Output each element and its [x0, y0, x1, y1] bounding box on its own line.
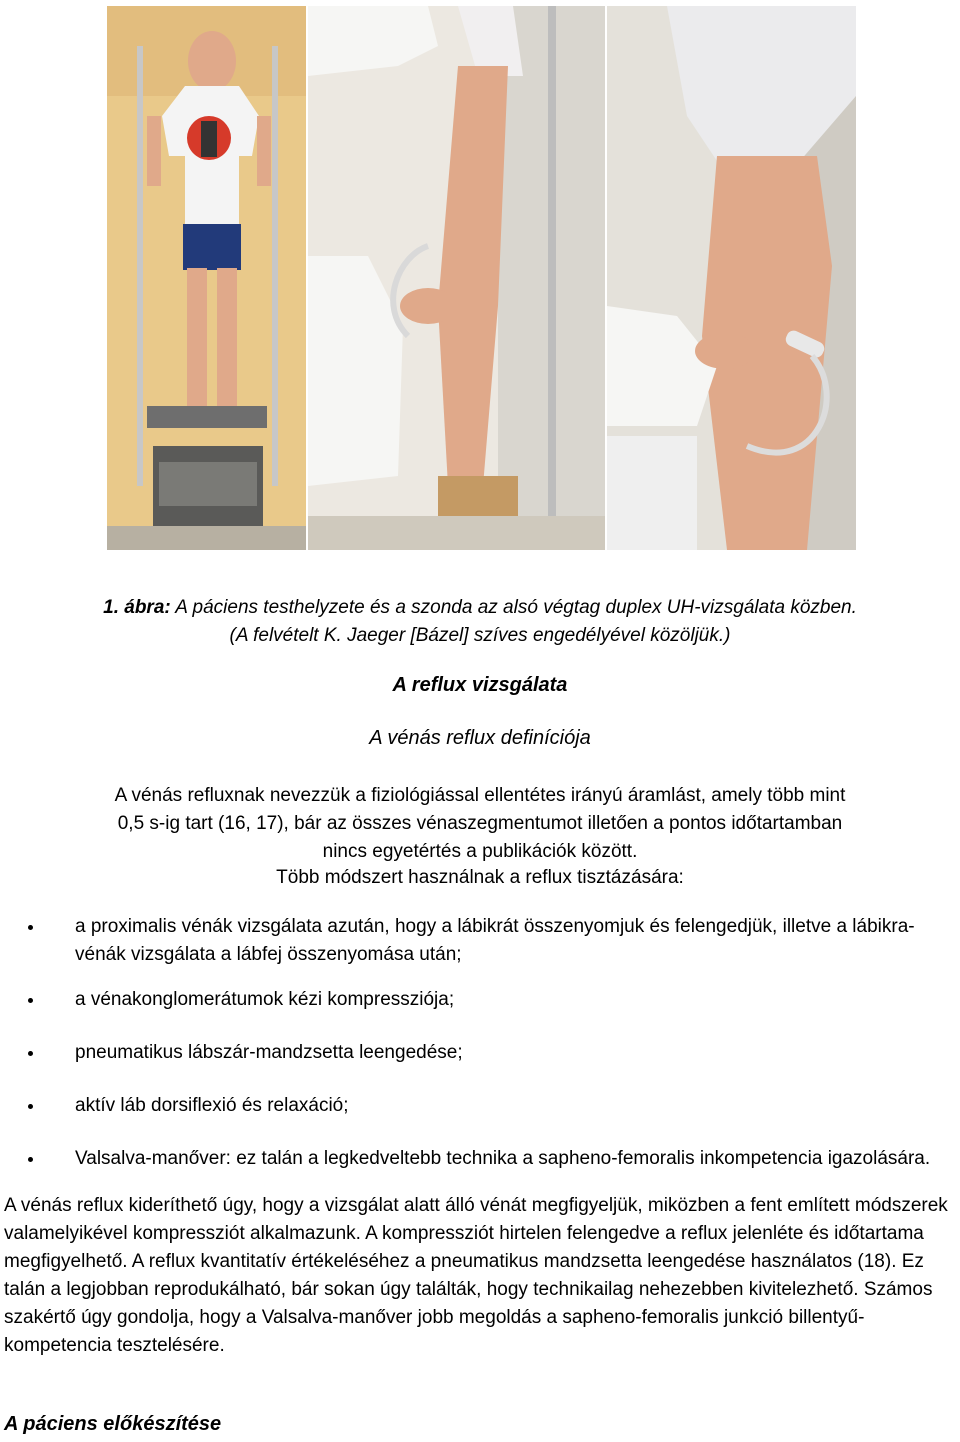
list-item: Valsalva-manőver: ez talán a legkedveltebb technika a sapheno-femoralis inkompetencia igazolására. — [28, 1145, 958, 1173]
list-item: a proximalis vénák vizsgálata azután, hogy a lábikrát összenyomjuk és felengedjük, illetve a lábikra-vénák vizsgálata a lábfej összenyomása után; — [28, 913, 958, 969]
definition-line-3: nincs egyetértés a publikációk között. — [322, 841, 638, 862]
list-item: a vénakonglomerátumok kézi kompressziója; — [28, 986, 958, 1014]
list-item: aktív láb dorsiflexió és relaxáció; — [28, 1092, 958, 1120]
photo-probe-calf — [308, 6, 605, 550]
bullet-icon — [28, 1157, 33, 1162]
bullet-icon — [28, 1104, 33, 1109]
methods-list — [28, 913, 958, 1173]
definition-line-4: Több módszert használnak a reflux tisztázására: — [276, 867, 684, 888]
photo-patient-standing — [107, 6, 306, 550]
bullet-icon — [28, 1051, 33, 1056]
body-paragraph: A vénás reflux kideríthető úgy, hogy a vizsgálat alatt álló vénát megfigyeljük, miközben a fent említett módszerek valamelyikével kompressziót alkalmazunk. A kompressziót hirtelen felengedve a reflux jelenléte és időtartama megfigyelhető. A reflux kvantitatív értékeléséhez a pneumatikus mandzsetta leengedése használatos (18). Ez talán a legjobban reprodukálható, bár sokan úgy találták, hogy technikailag nehezebben kivitelezhető. Számos szakértő úgy gondolja, hogy a Valsalva-manőver jobb megoldás a sapheno-femoralis junkció billentyű-kompetencia tesztelésére. — [4, 1195, 948, 1356]
photo-probe-thigh — [607, 6, 856, 550]
bullet-icon — [28, 925, 33, 930]
bullet-icon — [28, 998, 33, 1003]
figure-caption-text: A páciens testhelyzete és a szonda az alsó végtag duplex UH-vizsgálata közben. — [170, 597, 857, 618]
figure-label: 1. ábra: — [103, 597, 171, 618]
figure-photo-composite — [107, 6, 856, 550]
figure-caption-line-2: (A felvételt K. Jaeger [Bázel] szíves engedélyével közöljük.) — [229, 625, 731, 646]
list-item: pneumatikus lábszár-mandzsetta leengedése; — [28, 1039, 958, 1067]
subsection-title: A vénás reflux definíciója — [369, 727, 591, 749]
definition-line-2: 0,5 s-ig tart (16, 17), bár az összes vénaszegmentumot illetően a pontos időtartamban — [117, 813, 843, 834]
figure-caption-line-1 — [0, 594, 960, 622]
next-section-heading: A páciens előkészítése — [4, 1413, 222, 1435]
section-title: A reflux vizsgálata — [392, 674, 568, 696]
definition-line-1: A vénás refluxnak nevezzük a fiziológiással ellentétes irányú áramlást, amely több mint — [114, 785, 846, 806]
